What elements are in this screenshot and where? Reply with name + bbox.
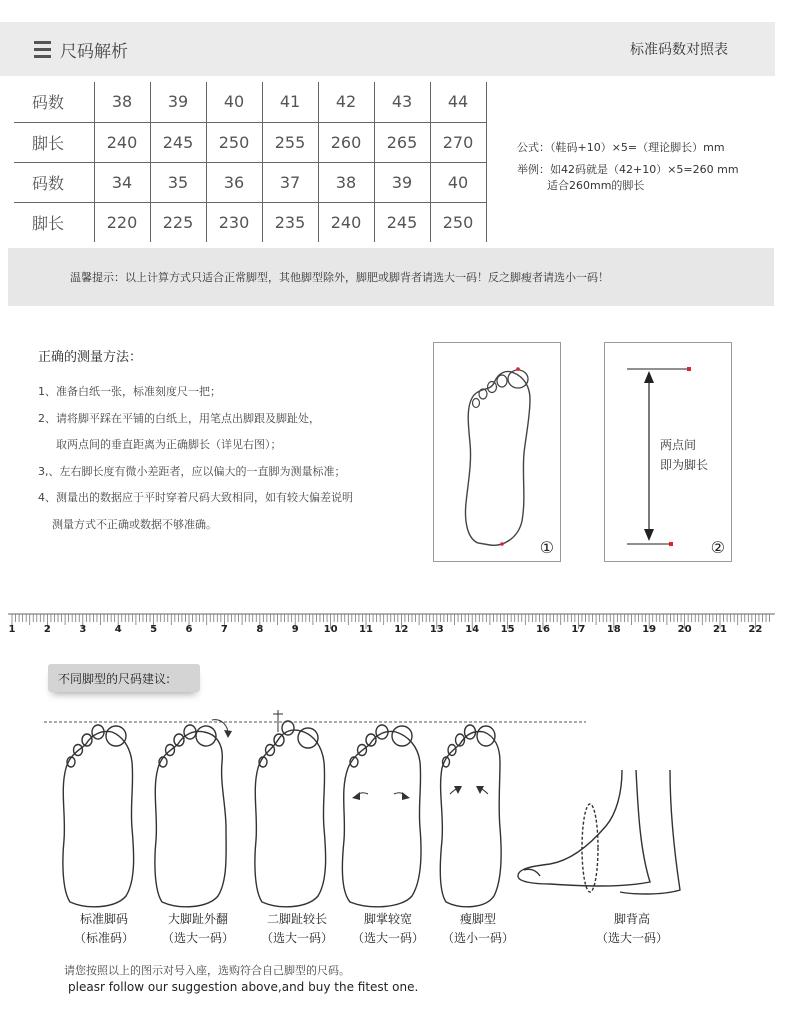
foot-type-advice: （标准码） <box>73 931 135 945</box>
ruler-number: 3 <box>79 624 87 635</box>
table-cell: 38 <box>318 162 374 202</box>
ruler-number: 21 <box>713 624 727 635</box>
formula-example-cont: 适合260mm的脚长 <box>547 179 645 192</box>
thin-foot-icon <box>440 725 501 907</box>
high-instep-foot-icon <box>518 770 680 894</box>
ruler-number: 1 <box>8 624 16 635</box>
foot-type-name: 二脚趾较长 <box>266 912 328 926</box>
foot-type-label <box>596 910 668 948</box>
wide-foot-icon <box>342 725 421 907</box>
menu-icon <box>34 41 51 58</box>
ruler-number: 17 <box>571 624 586 635</box>
suggest-title: 不同脚型的尺码建议: <box>58 672 171 686</box>
table-cell: 34 <box>94 162 150 202</box>
ruler-number: 18 <box>606 624 621 635</box>
foot-types-illustration <box>40 710 760 910</box>
method-step: 3,、左右脚长度有微小差距者，应以偏大的一直脚为测量标准； <box>38 464 346 478</box>
ruler-number: 2 <box>43 624 51 635</box>
foot-type-label <box>442 910 514 948</box>
table-cell: 37 <box>262 162 318 202</box>
foot-type-label <box>261 910 333 948</box>
table-cell: 38 <box>94 82 150 122</box>
header-title: 尺码解析 <box>60 42 128 62</box>
foot-type-advice: （选大一码） <box>595 931 669 945</box>
table-cell: 35 <box>150 162 206 202</box>
table-cell: 40 <box>206 82 262 122</box>
method-step: 1、准备白纸一张，标准刻度尺一把； <box>38 385 221 398</box>
ruler-number: 5 <box>150 624 158 635</box>
ruler-numbers <box>0 624 790 638</box>
formula-line: 公式：（鞋码+10）×5=（理论脚长）mm <box>517 141 725 154</box>
standard-foot-icon <box>63 725 134 907</box>
suggest-tag <box>48 664 200 692</box>
ruler-number: 10 <box>323 624 338 635</box>
table-row <box>14 162 486 202</box>
table-cell: 40 <box>430 162 486 202</box>
table-row <box>14 82 486 122</box>
ruler-number: 8 <box>256 624 264 635</box>
foot-type-advice: （选小一码） <box>441 931 515 945</box>
figure-note-line: 即为脚长 <box>660 458 709 472</box>
table-cell: 265 <box>374 122 430 162</box>
table-cell: 250 <box>206 122 262 162</box>
foot-type-advice: （选大一码） <box>351 931 425 945</box>
table-cell: 36 <box>206 162 262 202</box>
foot-outline-figure <box>433 342 561 562</box>
ruler-number: 22 <box>748 624 763 635</box>
table-cell: 225 <box>150 202 206 242</box>
foot-type-advice: （选大一码） <box>260 931 334 945</box>
ruler-number: 7 <box>220 624 228 635</box>
tip-bar <box>8 248 774 306</box>
method-step: 测量方式不正确或数据不够准确。 <box>52 517 217 531</box>
row-label: 脚长 <box>14 202 94 242</box>
table-cell: 245 <box>150 122 206 162</box>
table-cell: 42 <box>318 82 374 122</box>
table-row <box>14 202 486 242</box>
ruler-number: 19 <box>642 624 657 635</box>
header-right-title: 标准码数对照表 <box>630 42 728 58</box>
ruler-number: 15 <box>500 624 515 635</box>
table-cell: 245 <box>374 202 430 242</box>
table-cell: 41 <box>262 82 318 122</box>
foot-type-name: 脚背高 <box>613 912 651 926</box>
row-label: 码数 <box>14 162 94 202</box>
table-cell: 255 <box>262 122 318 162</box>
ruler-number: 20 <box>677 624 692 635</box>
foot-type-name: 瘦脚型 <box>459 912 497 926</box>
table-cell: 39 <box>150 82 206 122</box>
figure-number: ① <box>539 538 554 557</box>
foot-type-label <box>162 910 234 948</box>
ruler-number: 14 <box>465 624 480 635</box>
table-cell: 230 <box>206 202 262 242</box>
ruler-number: 6 <box>185 624 193 635</box>
foot-type-label <box>352 910 424 948</box>
tip-text: 温馨提示：以上计算方式只适合正常脚型，其他脚型除外，脚肥或脚背者请选大一码！反之脚瘦者请选小一码！ <box>70 271 609 284</box>
foot-type-name: 脚掌较宽 <box>363 912 413 926</box>
figure-number: ② <box>710 538 725 557</box>
bottom-note-en: pleasr follow our suggestion above,and buy the fitest one. <box>68 980 419 994</box>
measure-method <box>38 346 418 538</box>
foot-type-name: 大脚趾外翻 <box>167 912 229 926</box>
method-step: 取两点间的垂直距离为正确脚长（详见右图）； <box>56 438 282 451</box>
table-cell: 240 <box>94 122 150 162</box>
foot-length-figure <box>604 342 732 562</box>
formula-example: 举例：如42码就是（42+10）×5=260 mm <box>517 163 739 176</box>
ruler-number: 9 <box>291 624 299 635</box>
table-cell: 235 <box>262 202 318 242</box>
method-step: 2、请将脚平踩在平铺的白纸上，用笔点出脚跟及脚趾处， <box>38 411 320 425</box>
method-title: 正确的测量方法： <box>38 350 143 365</box>
ruler-number: 16 <box>536 624 550 635</box>
bottom-note-cn: 请您按照以上的图示对号入座，选购符合自己脚型的尺码。 <box>64 964 350 977</box>
row-label: 码数 <box>14 82 94 122</box>
foot-outline-icon <box>434 343 562 563</box>
figure-note-line: 两点间 <box>660 438 697 452</box>
table-cell: 260 <box>318 122 374 162</box>
size-table <box>14 82 487 242</box>
row-label: 脚长 <box>14 122 94 162</box>
foot-type-name: 标准脚码 <box>79 912 129 926</box>
bunion-foot-icon <box>155 720 232 907</box>
header-bar <box>0 22 775 76</box>
table-cell: 240 <box>318 202 374 242</box>
table-row <box>14 122 486 162</box>
table-cell: 250 <box>430 202 486 242</box>
method-step: 4、测量出的数据应于平时穿着尺码大致相同，如有较大偏差说明 <box>38 491 353 504</box>
foot-type-label <box>74 910 134 948</box>
table-cell: 43 <box>374 82 430 122</box>
ruler-number: 13 <box>429 624 444 635</box>
ruler-number: 4 <box>114 624 122 635</box>
table-cell: 270 <box>430 122 486 162</box>
table-cell: 44 <box>430 82 486 122</box>
table-cell: 220 <box>94 202 150 242</box>
ruler-number: 12 <box>394 624 409 635</box>
long-second-toe-foot-icon <box>255 710 326 907</box>
table-cell: 39 <box>374 162 430 202</box>
formula-note <box>517 140 739 194</box>
foot-type-advice: （选大一码） <box>161 931 235 945</box>
ruler-number: 11 <box>359 624 373 635</box>
figure-note <box>660 435 708 475</box>
